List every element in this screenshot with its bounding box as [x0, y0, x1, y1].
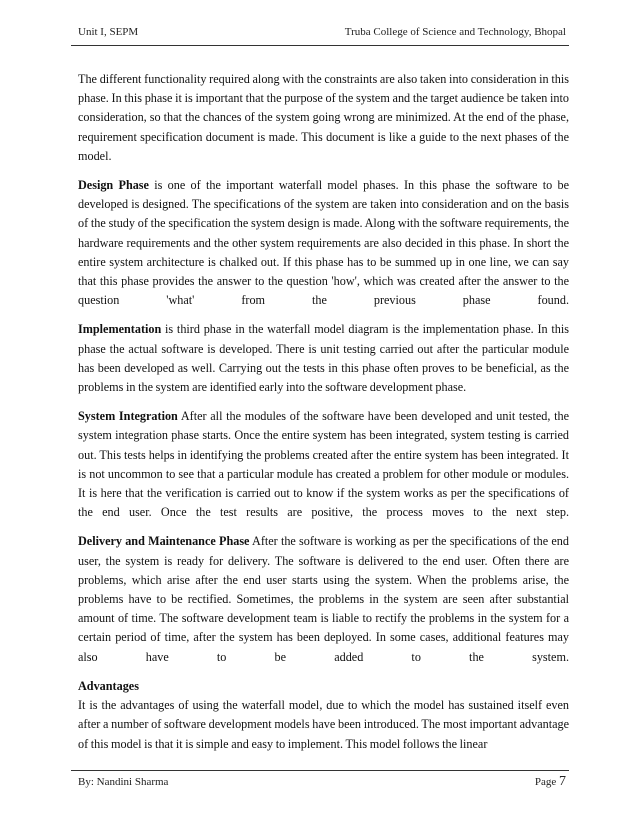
document-body	[78, 70, 569, 764]
footer-author: By: Nandini Sharma	[78, 776, 169, 788]
advantages-heading: Advantages	[78, 678, 139, 693]
paragraph-delivery-maintenance	[78, 532, 569, 666]
footer-divider	[71, 770, 569, 771]
paragraph-design-phase	[78, 176, 569, 310]
header-divider	[71, 45, 569, 46]
page-footer	[78, 774, 566, 790]
paragraph-text: The different functionality required along with the constraints are also taken into consideration in this phase. In this phase it is important that the purpose of the system and the target audience be taken into consideration, so that the chances of the system going wrong are minimized. At the end of the phase, requirement specification document is made. This document is like a guide to the next phases of the model.	[78, 72, 569, 163]
paragraph-advantages	[78, 696, 569, 754]
header-unit: Unit I, SEPM	[78, 26, 139, 38]
system-integration-heading: System Integration	[78, 409, 178, 424]
paragraph-text: After all the modules of the software have been developed and unit tested, the system integration phase starts. Once the entire system has been integrated, system testing is carried out. This tests helps in identifying the problems created after the entire system has been integrated. It is not uncommon to see that a particular module has created a problem for other module or modules. It is here that the verification is carried out to know if the system works as per the specifications of the end user. Once the test results are positive, the process moves to the next step.	[78, 409, 569, 520]
paragraph-text: is third phase in the waterfall model diagram is the implementation phase. In this phase the actual software is developed. There is unit testing carried out after the particular module has been developed as well. Carrying out the tests in this phase often proves to be beneficial, as the problems in the system are identified early into the software development phase.	[78, 322, 569, 395]
paragraph-text: After the software is working as per the specifications of the end user, the system is ready for delivery. The software is delivered to the end user. Often there are problems, which arise after the end user starts using the system. When the problems arise, the problems have to be rectified. Sometimes, the problems in the system are seen after substantial amount of time. The software development team is liable to rectify the problems in the system for a certain period of time, after the system has been deployed. In some cases, additional features may also have to be added to the system.	[78, 534, 569, 664]
paragraph-text: is one of the important waterfall model phases. In this phase the software to be developed is designed. The specifications of the system are taken into consideration and on the basis of the study of the specification the system design is made. Along with the software requirements, the hardware requirements and the other system requirements are also decided in this phase. In short the entire system architecture is chalked out. If this phase has to be summed up in one line, we can say that this phase provides the answer to the question 'how', which was created after the answer to the question 'what' from the previous phase found.	[78, 178, 569, 308]
paragraph-requirements	[78, 70, 569, 166]
page-header	[78, 24, 566, 40]
header-college: Truba College of Science and Technology, Bhopal	[344, 26, 566, 38]
page-indicator	[535, 774, 566, 790]
implementation-heading: Implementation	[78, 322, 162, 337]
paragraph-implementation	[78, 320, 569, 397]
page-number: 7	[559, 774, 566, 789]
page-label: Page	[534, 776, 559, 788]
paragraph-system-integration	[78, 407, 569, 522]
delivery-maintenance-heading: Delivery and Maintenance Phase	[78, 534, 250, 549]
design-phase-heading: Design Phase	[78, 178, 149, 193]
paragraph-text: It is the advantages of using the waterfall model, due to which the model has sustained itself even after a number of software development models have been introduced. The most important advantage of this model is that it is simple and easy to implement. This model follows the linear	[78, 698, 569, 751]
